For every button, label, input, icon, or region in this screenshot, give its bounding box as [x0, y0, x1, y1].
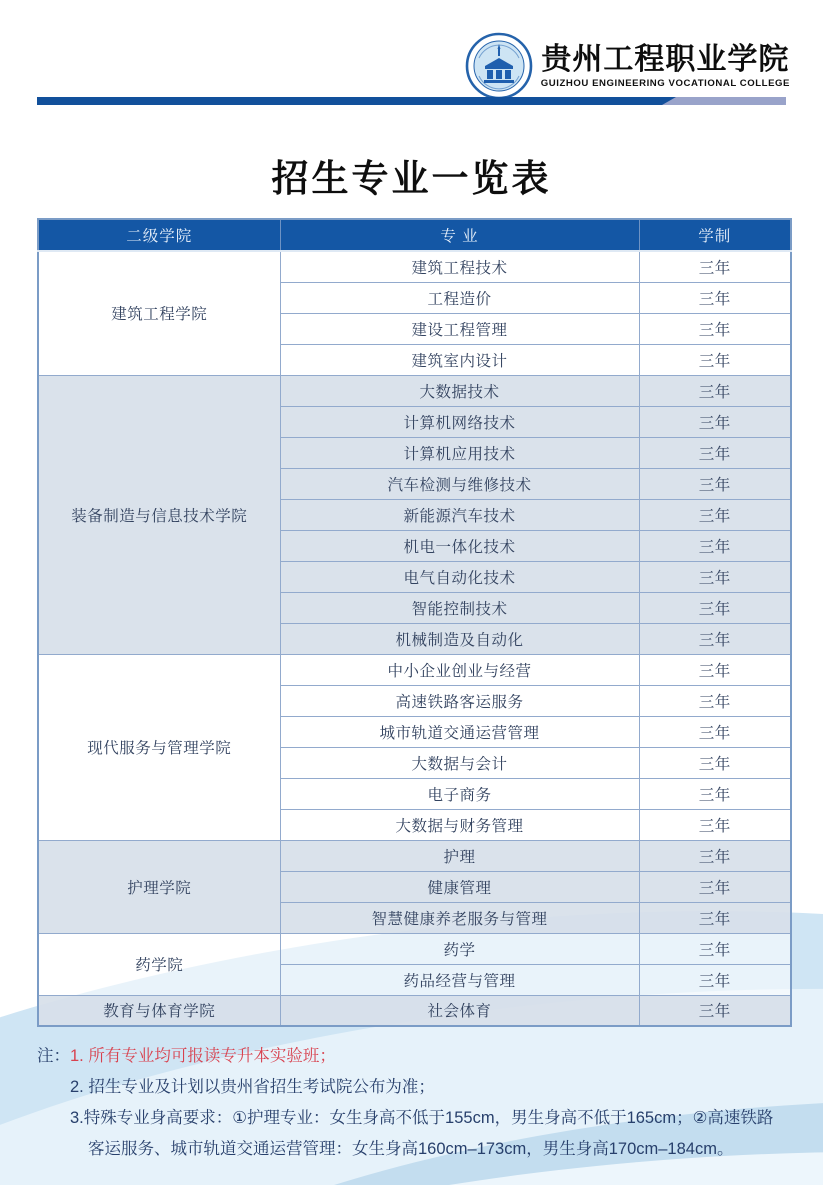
note-item: 2. 招生专业及计划以贵州省招生考试院公布为准； — [70, 1078, 435, 1096]
major-cell: 药学 — [280, 933, 639, 964]
major-cell: 社会体育 — [280, 995, 639, 1026]
major-cell: 大数据与会计 — [280, 747, 639, 778]
major-cell: 机械制造及自动化 — [280, 623, 639, 654]
major-cell: 护理 — [280, 840, 639, 871]
duration-cell: 三年 — [639, 747, 791, 778]
major-cell: 智慧健康养老服务与管理 — [280, 902, 639, 933]
major-cell: 中小企业创业与经营 — [280, 654, 639, 685]
table-row — [38, 933, 791, 964]
major-cell: 建设工程管理 — [280, 313, 639, 344]
major-cell: 建筑工程技术 — [280, 251, 639, 282]
page-title: 招生专业一览表 — [271, 158, 552, 199]
major-cell: 智能控制技术 — [280, 592, 639, 623]
major-cell: 大数据技术 — [280, 375, 639, 406]
column-header-college: 二级学院 — [38, 219, 280, 251]
duration-cell: 三年 — [639, 778, 791, 809]
major-cell: 机电一体化技术 — [280, 530, 639, 561]
major-cell: 汽车检测与维修技术 — [280, 468, 639, 499]
table-header-row — [38, 219, 791, 251]
college-cell: 药学院 — [38, 933, 280, 995]
major-cell: 工程造价 — [280, 282, 639, 313]
table-row — [38, 840, 791, 871]
duration-cell: 三年 — [639, 437, 791, 468]
major-cell: 健康管理 — [280, 871, 639, 902]
duration-cell: 三年 — [639, 809, 791, 840]
duration-cell: 三年 — [639, 561, 791, 592]
duration-cell: 三年 — [639, 871, 791, 902]
college-cell: 现代服务与管理学院 — [38, 654, 280, 840]
college-cell: 教育与体育学院 — [38, 995, 280, 1026]
header-rule-accent — [648, 97, 786, 105]
duration-cell: 三年 — [639, 530, 791, 561]
duration-cell: 三年 — [639, 964, 791, 995]
duration-cell: 三年 — [639, 685, 791, 716]
table-row — [38, 251, 791, 282]
duration-cell: 三年 — [639, 654, 791, 685]
duration-cell: 三年 — [639, 623, 791, 654]
duration-cell: 三年 — [639, 282, 791, 313]
duration-cell: 三年 — [639, 344, 791, 375]
college-logo-icon — [465, 32, 533, 100]
duration-cell: 三年 — [639, 592, 791, 623]
header-rule — [37, 97, 786, 105]
duration-cell: 三年 — [639, 902, 791, 933]
college-name-en: GUIZHOU ENGINEERING VOCATIONAL COLLEGE — [540, 78, 790, 89]
major-cell: 药品经营与管理 — [280, 964, 639, 995]
duration-cell: 三年 — [639, 251, 791, 282]
duration-cell: 三年 — [639, 406, 791, 437]
duration-cell: 三年 — [639, 716, 791, 747]
college-logo-block — [465, 32, 790, 100]
duration-cell: 三年 — [639, 995, 791, 1026]
major-cell: 城市轨道交通运营管理 — [280, 716, 639, 747]
table-row — [38, 654, 791, 685]
major-cell: 大数据与财务管理 — [280, 809, 639, 840]
duration-cell: 三年 — [639, 933, 791, 964]
duration-cell: 三年 — [639, 375, 791, 406]
duration-cell: 三年 — [639, 468, 791, 499]
major-cell: 高速铁路客运服务 — [280, 685, 639, 716]
duration-cell: 三年 — [639, 840, 791, 871]
college-cell: 建筑工程学院 — [38, 251, 280, 375]
column-header-major: 专 业 — [280, 219, 639, 251]
major-cell: 电气自动化技术 — [280, 561, 639, 592]
college-cell: 护理学院 — [38, 840, 280, 933]
note-item: 1. 所有专业均可报读专升本实验班； — [70, 1047, 336, 1065]
major-cell: 电子商务 — [280, 778, 639, 809]
majors-table — [37, 218, 792, 1027]
table-row — [38, 995, 791, 1026]
major-cell: 建筑室内设计 — [280, 344, 639, 375]
major-cell: 计算机应用技术 — [280, 437, 639, 468]
college-name-cn: 贵州工程职业学院 — [541, 43, 790, 76]
major-cell: 新能源汽车技术 — [280, 499, 639, 530]
table-row — [38, 375, 791, 406]
column-header-duration: 学制 — [639, 219, 791, 251]
duration-cell: 三年 — [639, 313, 791, 344]
notes-list — [70, 1041, 789, 1165]
notes-section — [37, 1041, 789, 1165]
major-cell: 计算机网络技术 — [280, 406, 639, 437]
notes-label: 注： — [37, 1047, 70, 1065]
college-cell: 装备制造与信息技术学院 — [38, 375, 280, 654]
duration-cell: 三年 — [639, 499, 791, 530]
note-item: 3.特殊专业身高要求：①护理专业：女生身高不低于155cm，男生身高不低于165cm；②高速铁路客运服务、城市轨道交通运营管理：女生身高160cm–173cm，男生身高170cm–184cm。 — [70, 1109, 774, 1158]
